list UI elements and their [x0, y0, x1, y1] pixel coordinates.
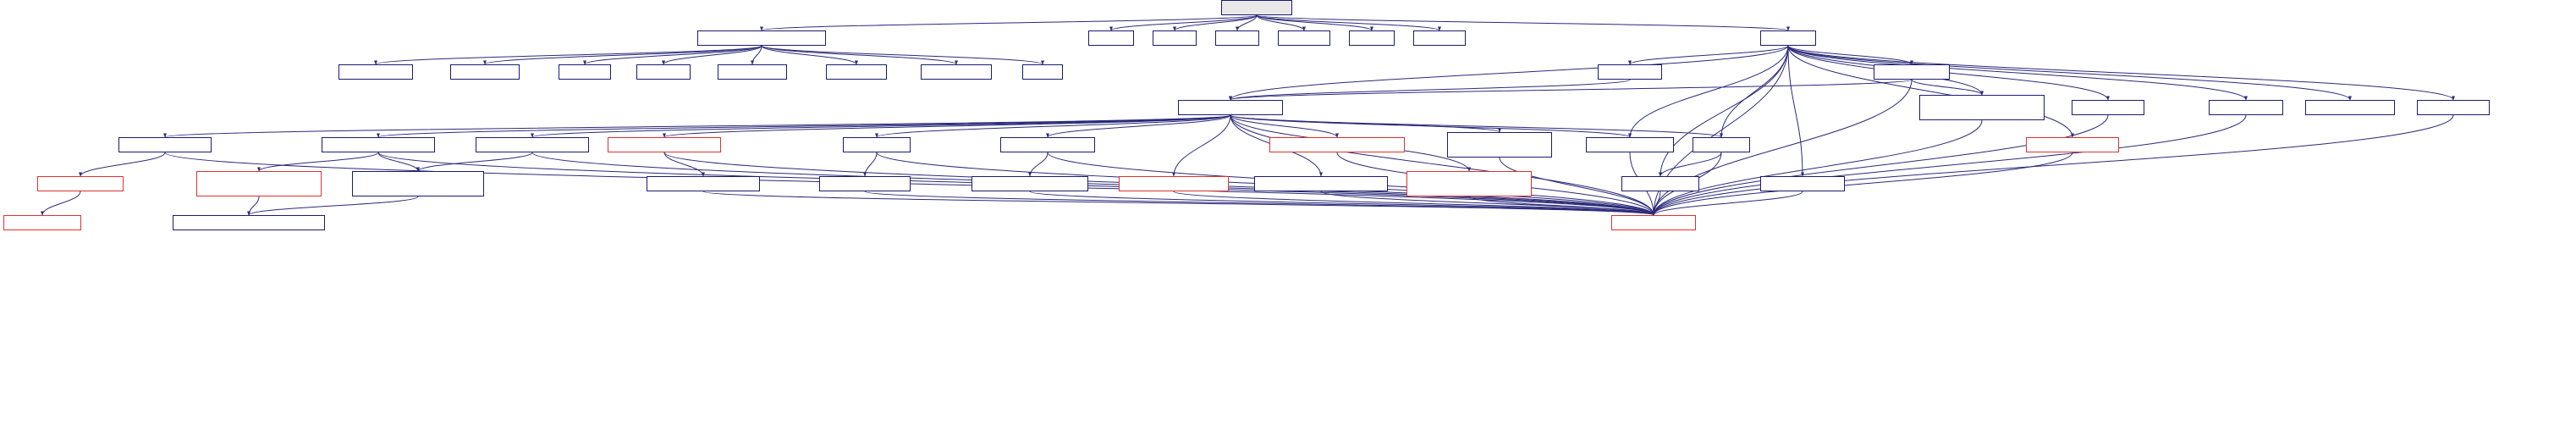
graph-node-ros-spinner-h[interactable]: [1621, 176, 1699, 191]
edge-ros_timer_h-to-timer_options_h: [865, 152, 877, 176]
edge-socket_cpp-to-ros_ros_h: [1257, 15, 1788, 30]
edge-ros_spinner_h-to-ros_forwards_h: [1654, 191, 1660, 215]
graph-node-ros-message-h[interactable]: [1760, 176, 1845, 191]
graph-node-timer-options-h[interactable]: [819, 176, 911, 191]
graph-node-ros-single-subscriber-publisher-h[interactable]: [1919, 95, 2045, 120]
edge-actionlib_action_server_h-to-actionlib_action_definition_h: [249, 196, 259, 215]
graph-node-ros-subscribe-options-h[interactable]: [1269, 137, 1405, 152]
graph-node-stdexcept[interactable]: [826, 64, 887, 80]
graph-node-connection-h[interactable]: [3, 215, 81, 230]
edge-ros_ros_h-to-ros_subscriber_h_right: [1788, 46, 2072, 137]
graph-node-ros-service-client-h-mid[interactable]: [647, 176, 760, 191]
graph-node-ros-subscriber-h-right[interactable]: [2026, 137, 2119, 152]
edge-ros_master_h-to-ros_forwards_h: [1654, 115, 2246, 215]
edge-ros_node_handle_h-to-ros_publisher_h: [1230, 115, 1630, 137]
edge-ros_subscriber_h_left-to-simple_filter_h: [80, 152, 165, 176]
graph-node-stdio-h[interactable]: [1349, 30, 1395, 46]
edge-mocap_socket_h-to-arpa_inet_h: [752, 46, 762, 64]
edge-socket_cpp-to-stdio_h: [1257, 15, 1372, 30]
edge-ros_topic_h-to-ros_node_handle_h: [1230, 80, 1630, 100]
edge-ros_names_h-to-ros_forwards_h: [1654, 115, 2108, 215]
edge-ros_node_handle_h-to-ros_service_server_h_1: [378, 115, 1230, 137]
graph-node-ros-publisher-h[interactable]: [1586, 137, 1674, 152]
edge-ros_node_handle_h-to-ros_service_client_options_h: [1230, 115, 1500, 132]
graph-node-iostream[interactable]: [1278, 30, 1330, 46]
edge-ros_ros_h-to-ros_init_h: [1721, 46, 1788, 137]
edge-socket_cpp-to-cerrno: [1175, 15, 1257, 30]
graph-node-actionlib-action-server-h[interactable]: [196, 171, 322, 196]
edge-ros_ros_h-to-ros_spinner_h: [1660, 46, 1788, 176]
graph-node-ros-param-h[interactable]: [2417, 100, 2490, 115]
edge-socket_cpp-to-iostream: [1257, 15, 1304, 30]
graph-node-actionlib-action-definition-h[interactable]: [173, 215, 325, 230]
graph-node-unistd-h[interactable]: [636, 64, 691, 80]
edge-ros_single_subscriber_publisher_h-to-ros_forwards_h: [1654, 120, 1982, 215]
edge-ros_service_server_h_2-to-actionlib_service_server_imp_h: [418, 152, 532, 171]
graph-node-ros-service-server-h-2[interactable]: [476, 137, 589, 152]
edge-ros_ros_h-to-ros_master_h: [1788, 46, 2246, 100]
graph-node-string[interactable]: [1022, 64, 1063, 80]
graph-node-ros-ros-h[interactable]: [1760, 30, 1816, 46]
graph-node-actionlib-service-server-imp-h[interactable]: [352, 171, 484, 196]
edge-mocap_socket_h-to-sys_socket_h: [376, 46, 762, 64]
graph-node-ros-node-handle-h[interactable]: [1178, 100, 1283, 115]
graph-node-ros-init-h[interactable]: [1693, 137, 1750, 152]
graph-node-arpa-inet-h[interactable]: [718, 64, 787, 80]
edge-socket_cpp-to-sstream: [1257, 15, 1439, 30]
edge-wall_timer_options_h-to-ros_forwards_h: [1030, 191, 1654, 215]
edge-mocap_socket_h-to-sys_types_h: [762, 46, 956, 64]
edge-ros_init_h-to-ros_spinner_h: [1660, 152, 1721, 176]
graph-node-wall-timer-options-h[interactable]: [972, 176, 1088, 191]
graph-node-sstream[interactable]: [1413, 30, 1466, 46]
graph-node-ros-master-h[interactable]: [2209, 100, 2283, 115]
graph-node-cerrno[interactable]: [1153, 30, 1197, 46]
edge-mocap_socket_h-to-stdexcept: [762, 46, 856, 64]
edge-socket_cpp-to-fcntl_h: [1237, 15, 1257, 30]
edge-timer_options_h-to-ros_forwards_h: [865, 191, 1654, 215]
graph-node-ros-service-h[interactable]: [1874, 64, 1950, 80]
graph-node-ros-steady-timer-h[interactable]: [1119, 176, 1229, 191]
graph-node-ros-service-client-h-top[interactable]: [608, 137, 721, 152]
edge-actionlib_service_server_imp_h-to-actionlib_action_definition_h: [249, 196, 418, 215]
edge-socket_cpp-to-mocap_socket_h: [762, 15, 1257, 30]
edge-ros_wall_timer_h-to-wall_timer_options_h: [1030, 152, 1048, 176]
edge-mocap_socket_h-to-netdb_h: [585, 46, 762, 64]
edge-ros_service_h-to-ros_single_subscriber_publisher_h: [1912, 80, 1982, 95]
edge-ros_service_server_h_1-to-actionlib_action_server_h: [259, 152, 378, 171]
graph-node-ros-timer-h[interactable]: [843, 137, 911, 152]
edge-ros_node_handle_h-to-ros_wall_timer_h: [1048, 115, 1230, 137]
graph-node-ros-names-h[interactable]: [2072, 100, 2144, 115]
edge-ros_message_h-to-ros_forwards_h: [1654, 191, 1803, 215]
graph-node-ros-subscriber-h-left[interactable]: [118, 137, 212, 152]
edge-ros_node_handle_h-to-ros_service_server_h_2: [532, 115, 1230, 137]
edge-ros_service_h-to-ros_node_handle_h: [1230, 80, 1912, 100]
graph-node-netdb-h[interactable]: [559, 64, 611, 80]
edge-ros_advertise_service_options_h-to-ros_forwards_h: [1469, 196, 1654, 215]
edge-mocap_socket_h-to-unistd_h: [663, 46, 762, 64]
graph-node-fcntl-h[interactable]: [1215, 30, 1259, 46]
graph-node-ros-service-server-h-1[interactable]: [322, 137, 435, 152]
graph-node-sys-types-h[interactable]: [921, 64, 992, 80]
graph-node-ros-wall-timer-h[interactable]: [1000, 137, 1095, 152]
graph-node-socket-cpp[interactable]: [1221, 0, 1292, 15]
edge-ros_node_handle_h-to-ros_subscriber_h_left: [165, 115, 1230, 137]
edge-ros_ros_h-to-ros_this_node_h: [1788, 46, 2350, 100]
edge-ros_node_handle_h-to-ros_service_client_h_top: [664, 115, 1230, 137]
edge-ros_node_handle_h-to-ros_forwards_h: [1230, 115, 1654, 215]
graph-node-ros-advertise-service-options-h[interactable]: [1406, 171, 1532, 196]
edge-ros_service_server_h_1-to-actionlib_service_server_imp_h: [378, 152, 418, 171]
edge-ros_ros_h-to-ros_publisher_h: [1630, 46, 1788, 137]
edge-socket_cpp-to-cstring: [1111, 15, 1257, 30]
edge-ros_ros_h-to-ros_topic_h: [1630, 46, 1788, 64]
edge-ros_subscriber_h_right-to-ros_forwards_h: [1654, 152, 2072, 215]
edge-simple_filter_h-to-connection_h: [42, 191, 80, 215]
graph-node-ros-forwards-h[interactable]: [1611, 215, 1696, 230]
graph-node-netinet-in-h[interactable]: [450, 64, 520, 80]
edge-ros_node_handle_h-to-ros_timer_h: [877, 115, 1230, 137]
graph-node-ros-topic-h[interactable]: [1598, 64, 1662, 80]
edge-ros_ros_h-to-ros_node_handle_h: [1230, 46, 1788, 100]
edge-ros_node_handle_h-to-ros_subscribe_options_h: [1230, 115, 1337, 137]
graph-node-simple-filter-h[interactable]: [37, 176, 124, 191]
edge-ros_node_handle_h-to-ros_steady_timer_h: [1174, 115, 1230, 176]
graph-node-cstring[interactable]: [1088, 30, 1134, 46]
edge-ros_service_client_h_top-to-ros_service_client_h_mid: [664, 152, 703, 176]
edge-mocap_socket_h-to-netinet_in_h: [485, 46, 762, 64]
graph-node-ros-service-client-options-h[interactable]: [1447, 132, 1552, 158]
graph-node-ros-this-node-h[interactable]: [2305, 100, 2395, 115]
graph-node-mocap-socket-h[interactable]: [697, 30, 826, 46]
edge-ros_param_h-to-ros_forwards_h: [1654, 115, 2453, 215]
graph-node-ros-advertise-options-h[interactable]: [1254, 176, 1388, 191]
graph-node-sys-socket-h[interactable]: [339, 64, 413, 80]
edge-mocap_socket_h-to-string: [762, 46, 1043, 64]
edge-ros_ros_h-to-ros_message_h: [1788, 46, 1803, 176]
edge-ros_ros_h-to-ros_service_h: [1788, 46, 1912, 64]
